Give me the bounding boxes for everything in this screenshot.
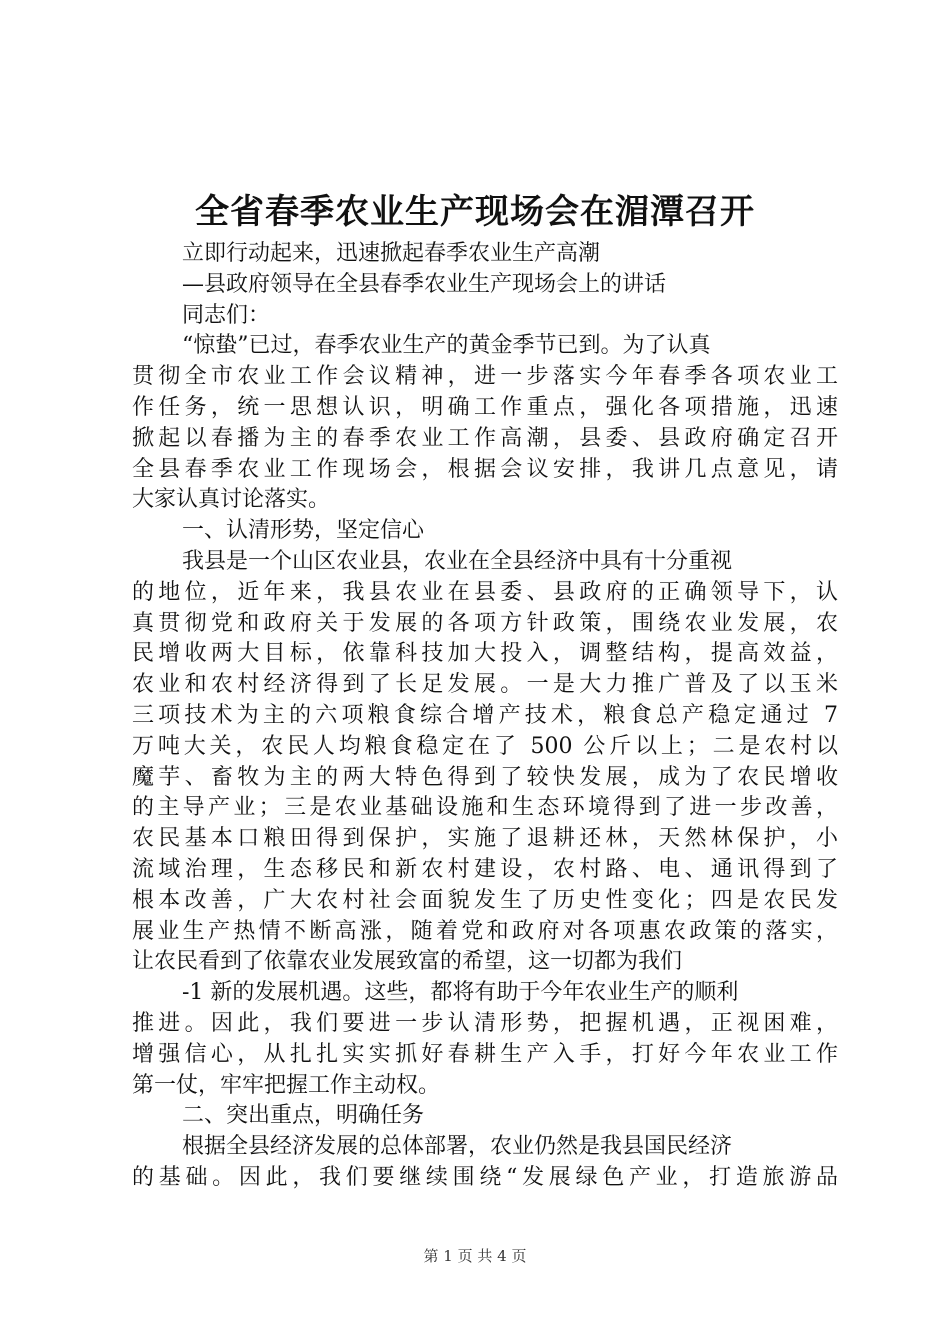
text-line: -1 新的发展机遇。这些，都将有助于今年农业生产的顺利	[182, 980, 739, 1006]
text-line: 农民基本口粮田得到保护，实施了退耕还林，天然林保护，小	[132, 826, 838, 852]
text-line: 真贯彻党和政府关于发展的各项方针政策，围绕农业发展，农	[132, 610, 838, 636]
text-line: 展业生产热情不断高涨，随着党和政府对各项惠农政策的落实，	[132, 918, 838, 944]
text-line: 大家认真讨论落实。	[132, 487, 331, 513]
text-line: —县政府领导在全县春季农业生产现场会上的讲话	[182, 271, 667, 297]
text-line: 的主导产业；三是农业基础设施和生态环境得到了进一步改善，	[132, 795, 838, 821]
text-line: 全县春季农业工作现场会，根据会议安排，我讲几点意见，请	[132, 456, 838, 482]
page-footer: 第 1 页 共 4 页	[423, 1247, 527, 1265]
text-line: 农业和农村经济得到了长足发展。一是大力推广普及了以玉米	[132, 672, 838, 698]
text-line: 一、认清形势，坚定信心	[182, 518, 425, 544]
text-line: 根据全县经济发展的总体部署，农业仍然是我县国民经济	[182, 1134, 733, 1160]
text-line: 二、突出重点，明确任务	[182, 1103, 425, 1129]
text-line: 三项技术为主的六项粮食综合增产技术，粮食总产稳定通过 7	[132, 702, 838, 728]
text-line: 推进。因此，我们要进一步认清形势，把握机遇，正视困难，	[132, 1010, 838, 1036]
document-body	[132, 239, 838, 1194]
text-line: 增强信心，从扎扎实实抓好春耕生产入手，打好今年农业工作	[132, 1041, 838, 1067]
text-line: 根本改善，广大农村社会面貌发生了历史性变化；四是农民发	[132, 887, 838, 913]
text-line: 立即行动起来，迅速掀起春季农业生产高潮	[182, 241, 601, 266]
text-line: 的地位，近年来，我县农业在县委、县政府的正确领导下，认	[132, 579, 838, 605]
text-line: 贯彻全市农业工作会议精神，进一步落实今年春季各项农业工	[132, 364, 838, 390]
text-line: 流域治理，生态移民和新农村建设，农村路、电、通讯得到了	[132, 856, 838, 882]
text-line: 掀起以春播为主的春季农业工作高潮，县委、县政府确定召开	[132, 425, 838, 451]
document-title: 全省春季农业生产现场会在湄潭召开	[195, 192, 755, 232]
text-line: 第一仗，牢牢把握工作主动权。	[132, 1072, 441, 1098]
text-line: 民增收两大目标，依靠科技加大投入，调整结构，提高效益，	[132, 641, 838, 667]
text-line: 作任务，统一思想认识，明确工作重点，强化各项措施，迅速	[132, 394, 838, 420]
text-line: 万吨大关，农民人均粮食稳定在了 500 公斤以上；二是农村以	[132, 733, 838, 759]
text-line: 的基础。因此，我们要继续围绕“发展绿色产业，打造旅游品	[132, 1164, 838, 1190]
text-line: 同志们：	[182, 302, 271, 328]
text-line: 让农民看到了依靠农业发展致富的希望，这一切都为我们	[132, 949, 683, 975]
text-line: “惊蛰”已过，春季农业生产的黄金季节已到。为了认真	[182, 333, 711, 359]
text-line: 魔芋、畜牧为主的两大特色得到了较快发展，成为了农民增收	[132, 764, 838, 790]
text-line: 我县是一个山区农业县，农业在全县经济中具有十分重视	[182, 548, 733, 574]
